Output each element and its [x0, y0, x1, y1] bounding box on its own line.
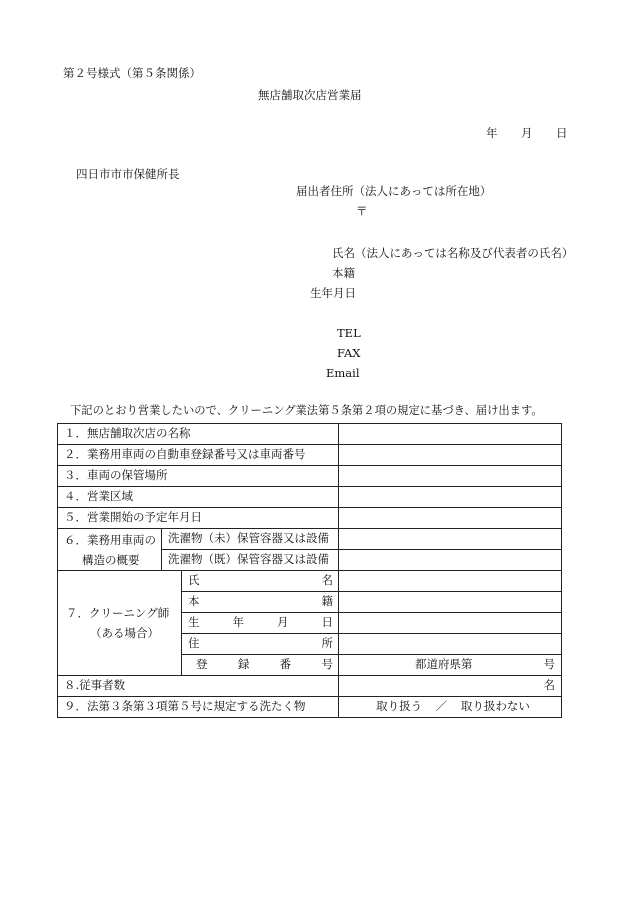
- row7-label: [58, 571, 182, 676]
- row7-label-line2: （ある場合）: [90, 626, 159, 640]
- row-label: ９．法第３条第３項第５号に規定する洗たく物: [58, 697, 339, 718]
- row-value-field[interactable]: [339, 529, 562, 550]
- row-value-field[interactable]: [339, 613, 562, 634]
- row7-reg-value-field[interactable]: [339, 655, 562, 676]
- row-label: ４．営業区域: [58, 487, 339, 508]
- row7-label-line1: ７．クリーニング師: [66, 606, 170, 620]
- row6-label-line1: ６．業務用車両の: [64, 532, 156, 547]
- label-char: 氏: [188, 573, 200, 588]
- label-char: 録: [237, 657, 250, 672]
- row6-sub-label: 洗濯物（未）保管容器又は設備: [162, 529, 339, 550]
- choice-separator: ／: [435, 699, 448, 714]
- date-day: 日: [556, 126, 568, 140]
- row-label: ３．車両の保管場所: [58, 466, 339, 487]
- row-label: ２．業務用車両の自動車登録番号又は車両番号: [58, 445, 339, 466]
- row7-reg-label: [182, 655, 339, 676]
- label-char: 本: [188, 594, 200, 609]
- row-value-field[interactable]: [339, 424, 562, 445]
- row-label: １．無店舗取次店の名称: [58, 424, 339, 445]
- domicile-label: 本籍: [332, 266, 355, 280]
- table-row: [58, 571, 562, 592]
- row7-name-label: [182, 571, 339, 592]
- row6-label: [58, 529, 162, 571]
- label-char: 日: [321, 615, 333, 630]
- email-label: Email: [326, 366, 360, 380]
- table-row: [58, 508, 562, 529]
- label-char: 籍: [321, 594, 333, 609]
- row-label: ５．営業開始の予定年月日: [58, 508, 339, 529]
- label-char: 住: [188, 636, 200, 651]
- table-row: [58, 424, 562, 445]
- row-value-field[interactable]: [339, 508, 562, 529]
- row-value-field[interactable]: [339, 487, 562, 508]
- row-label: ８.従事者数: [58, 676, 339, 697]
- reg-prefix: 都道府県第: [415, 657, 473, 672]
- tel-label: TEL: [337, 326, 361, 340]
- reg-suffix: 号: [543, 657, 555, 672]
- row9-choice[interactable]: [339, 697, 562, 718]
- label-char: 号: [321, 657, 333, 672]
- addressee: 四日市市市保健所長: [76, 167, 180, 181]
- birth-label: 生年月日: [310, 286, 356, 300]
- table-row: [58, 697, 562, 718]
- choice-not-handle[interactable]: 取り扱わない: [460, 699, 530, 714]
- statement: 下記のとおり営業したいので、クリーニング業法第５条第２項の規定に基づき、届け出ます。: [70, 404, 543, 417]
- row-value-field[interactable]: [339, 445, 562, 466]
- row6-sub-label: 洗濯物（既）保管容器又は設備: [162, 550, 339, 571]
- postal-mark: 〒: [356, 204, 368, 218]
- row-value-field[interactable]: [339, 571, 562, 592]
- table-row: [58, 529, 562, 550]
- registration-table: [57, 423, 562, 718]
- row-value-field[interactable]: [339, 634, 562, 655]
- date-month: 月: [521, 126, 533, 140]
- table-row: [58, 676, 562, 697]
- form-title: 無店舗取次店営業届: [258, 88, 362, 102]
- table-row: [58, 466, 562, 487]
- row7-birth-label: [182, 613, 339, 634]
- table-row: [58, 445, 562, 466]
- row8-value-field[interactable]: 名: [339, 676, 562, 697]
- row-value-field[interactable]: [339, 550, 562, 571]
- row7-domicile-label: [182, 592, 339, 613]
- table-row: [58, 487, 562, 508]
- date-year: 年: [486, 126, 498, 140]
- label-char: 登: [196, 657, 208, 672]
- label-char: 月: [277, 615, 289, 630]
- name-label: 氏名（法人にあっては名称及び代表者の氏名）: [332, 246, 574, 260]
- address-label: 届出者住所（法人にあっては所在地）: [296, 184, 492, 198]
- fax-label: FAX: [337, 346, 361, 360]
- label-char: 名: [321, 573, 333, 588]
- form-number: 第２号様式（第５条関係）: [63, 66, 201, 80]
- row-value-field[interactable]: [339, 592, 562, 613]
- label-char: 所: [321, 636, 333, 651]
- label-char: 番: [279, 657, 292, 672]
- row-value-field[interactable]: [339, 466, 562, 487]
- label-char: 生: [188, 615, 200, 630]
- row7-address-label: [182, 634, 339, 655]
- label-char: 年: [232, 615, 244, 630]
- choice-handle[interactable]: 取り扱う: [376, 699, 423, 714]
- row6-label-line2: 構造の概要: [82, 552, 140, 567]
